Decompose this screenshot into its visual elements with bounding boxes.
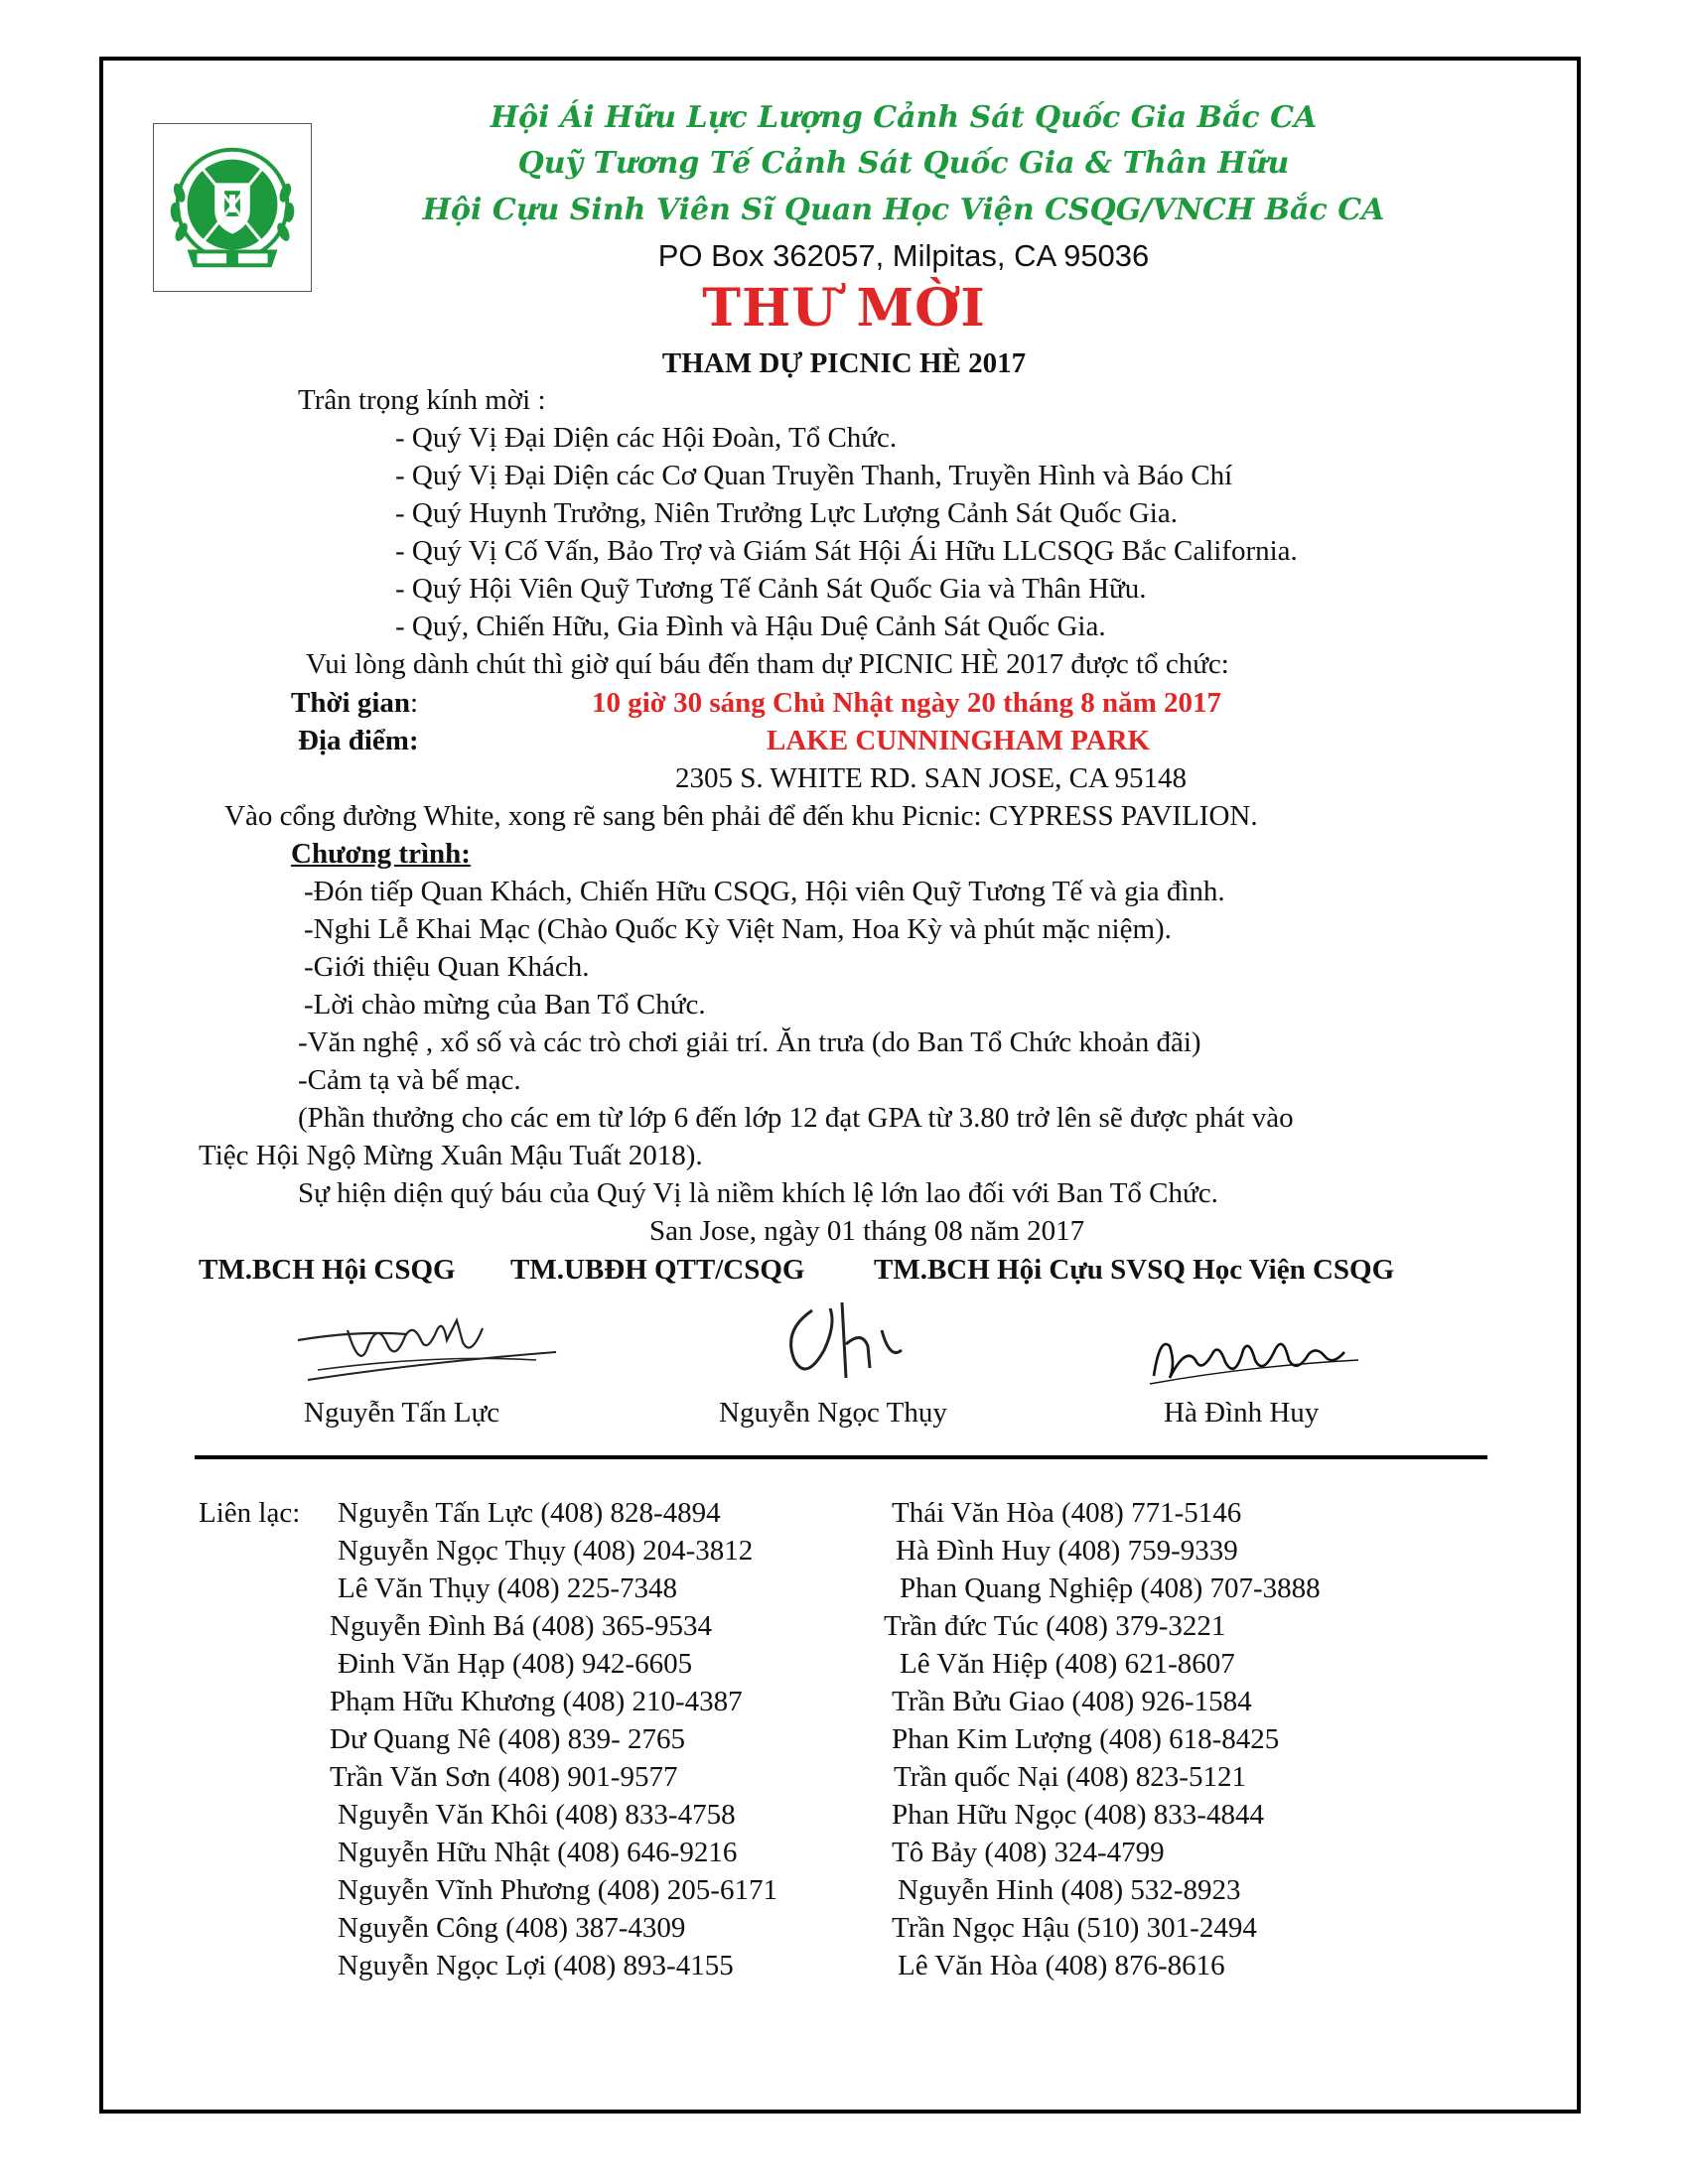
contact-left: Đinh Văn Hạp (408) 942-6605	[338, 1648, 693, 1680]
program-item: -Cảm tạ và bế mạc.	[298, 1064, 521, 1096]
contact-right: Lê Văn Hiệp (408) 621-8607	[900, 1648, 1235, 1680]
time-value: 10 giờ 30 sáng Chủ Nhật ngày 20 tháng 8 năm 2017	[592, 687, 1222, 719]
header-line-2: Quỹ Tương Tế Cảnh Sát Quốc Gia & Thân Hữu	[517, 146, 1290, 181]
signature-1	[288, 1300, 566, 1392]
header-line-1: Hội Ái Hữu Lực Lượng Cảnh Sát Quốc Gia Bắc CA	[490, 100, 1318, 135]
program-label: Chương trình:	[291, 838, 471, 870]
contact-left: Phạm Hữu Khương (408) 210-4387	[330, 1686, 743, 1717]
contact-right: Trần quốc Nại (408) 823-5121	[894, 1761, 1246, 1793]
po-box-address: PO Box 362057, Milpitas, CA 95036	[657, 238, 1150, 273]
time-label	[291, 689, 418, 718]
contact-left: Nguyễn Tấn Lực (408) 828-4894	[338, 1497, 721, 1529]
signer-name: Hà Đình Huy	[1164, 1397, 1320, 1429]
signature-2	[773, 1291, 921, 1390]
program-item: -Nghi Lễ Khai Mạc (Chào Quốc Kỳ Việt Nam, Hoa Kỳ và phút mặc niệm).	[304, 913, 1172, 945]
emblem-logo	[153, 123, 312, 292]
contact-left: Nguyễn Công (408) 387-4309	[338, 1912, 686, 1944]
directions: Vào cổng đường White, xong rẽ sang bên phải để đến khu Picnic: CYPRESS PAVILION.	[224, 800, 1258, 832]
contact-right: Phan Hữu Ngọc (408) 833-4844	[892, 1799, 1264, 1831]
time-label-colon: :	[410, 687, 419, 719]
org-1: TM.BCH Hội CSQG	[199, 1254, 456, 1286]
invitee-item: - Quý Vị Đại Diện các Cơ Quan Truyền Thanh, Truyền Hình và Báo Chí	[395, 460, 1233, 491]
time-label-text: Thời gian	[291, 687, 411, 719]
contact-right: Tô Bảy (408) 324-4799	[892, 1837, 1165, 1868]
contact-left: Dư Quang Nê (408) 839- 2765	[330, 1723, 686, 1755]
invitee-item: - Quý Hội Viên Quỹ Tương Tế Cảnh Sát Quốc Gia và Thân Hữu.	[395, 573, 1147, 605]
invitee-item: - Quý Vị Đại Diện các Hội Đoàn, Tổ Chức.	[395, 422, 898, 454]
greeting: Trân trọng kính mời :	[298, 384, 546, 416]
signer-name: Nguyễn Tấn Lực	[304, 1397, 500, 1429]
request-line: Vui lòng dành chút thì giờ quí báu đến tham dự PICNIC HÈ 2017 được tổ chức:	[306, 648, 1229, 680]
police-emblem-icon	[154, 124, 311, 291]
document-subtitle: THAM DỰ PICNIC HÈ 2017	[661, 347, 1027, 379]
event-address: 2305 S. WHITE RD. SAN JOSE, CA 95148	[675, 762, 1188, 794]
contact-right: Trần đức Túc (408) 379-3221	[884, 1610, 1226, 1642]
place-label: Địa điểm:	[298, 725, 419, 756]
contacts-label: Liên lạc:	[199, 1497, 301, 1529]
contact-left: Lê Văn Thụy (408) 225-7348	[338, 1572, 678, 1604]
program-item: -Lời chào mừng của Ban Tổ Chức.	[304, 989, 706, 1021]
signer-name: Nguyễn Ngọc Thụy	[719, 1397, 947, 1429]
contact-right: Trần Bửu Giao (408) 926-1584	[892, 1686, 1252, 1717]
contact-left: Trần Văn Sơn (408) 901-9577	[330, 1761, 678, 1793]
divider-line	[195, 1455, 1487, 1459]
contact-left: Nguyễn Ngọc Thụy (408) 204-3812	[338, 1535, 754, 1567]
contact-right: Lê Văn Hòa (408) 876-8616	[898, 1950, 1225, 1981]
contact-right: Phan Quang Nghiệp (408) 707-3888	[900, 1572, 1321, 1604]
contact-right: Trần Ngọc Hậu (510) 301-2494	[892, 1912, 1257, 1944]
document-title: THƯ MỜI	[702, 278, 986, 339]
invitee-item: - Quý Huynh Trưởng, Niên Trưởng Lực Lượng Cảnh Sát Quốc Gia.	[395, 497, 1178, 529]
contact-right: Thái Văn Hòa (408) 771-5146	[892, 1497, 1242, 1529]
contact-left: Nguyễn Đình Bá (408) 365-9534	[330, 1610, 713, 1642]
header-line-3: Hội Cựu Sinh Viên Sĩ Quan Học Viện CSQG/VNCH Bắc CA	[422, 193, 1385, 227]
contact-right: Nguyễn Hinh (408) 532-8923	[898, 1874, 1241, 1906]
contact-left: Nguyễn Vĩnh Phương (408) 205-6171	[338, 1874, 777, 1906]
invitee-item: - Quý Vị Cố Vấn, Bảo Trợ và Giám Sát Hội Ái Hữu LLCSQG Bắc California.	[395, 535, 1298, 567]
contact-left: Nguyễn Hữu Nhật (408) 646-9216	[338, 1837, 738, 1868]
org-3: TM.BCH Hội Cựu SVSQ Học Viện CSQG	[874, 1254, 1395, 1286]
date-line: San Jose, ngày 01 tháng 08 năm 2017	[649, 1215, 1085, 1247]
program-item: -Văn nghệ , xổ số và các trò chơi giải trí. Ăn trưa (do Ban Tổ Chức khoản đãi)	[298, 1026, 1201, 1058]
contact-left: Nguyễn Ngọc Lợi (408) 893-4155	[338, 1950, 734, 1981]
org-2: TM.UBĐH QTT/CSQG	[510, 1254, 805, 1286]
place-value: LAKE CUNNINGHAM PARK	[767, 725, 1151, 756]
contact-right: Hà Đình Huy (408) 759-9339	[896, 1535, 1238, 1567]
invitee-item: - Quý, Chiến Hữu, Gia Đình và Hậu Duệ Cảnh Sát Quốc Gia.	[395, 611, 1106, 642]
contact-left: Nguyễn Văn Khôi (408) 833-4758	[338, 1799, 736, 1831]
awards-line-1: (Phần thưởng cho các em từ lớp 6 đến lớp 12 đạt GPA từ 3.80 trở lên sẽ được phát vào	[298, 1102, 1294, 1134]
program-item: -Đón tiếp Quan Khách, Chiến Hữu CSQG, Hội viên Quỹ Tương Tế và gia đình.	[304, 876, 1225, 907]
program-item: -Giới thiệu Quan Khách.	[304, 951, 590, 983]
awards-line-2: Tiệc Hội Ngộ Mừng Xuân Mậu Tuất 2018).	[199, 1140, 703, 1171]
contact-right: Phan Kim Lượng (408) 618-8425	[892, 1723, 1280, 1755]
closing-line: Sự hiện diện quý báu của Quý Vị là niềm khích lệ lớn lao đối với Ban Tổ Chức.	[298, 1177, 1218, 1209]
signature-3	[1140, 1316, 1368, 1396]
